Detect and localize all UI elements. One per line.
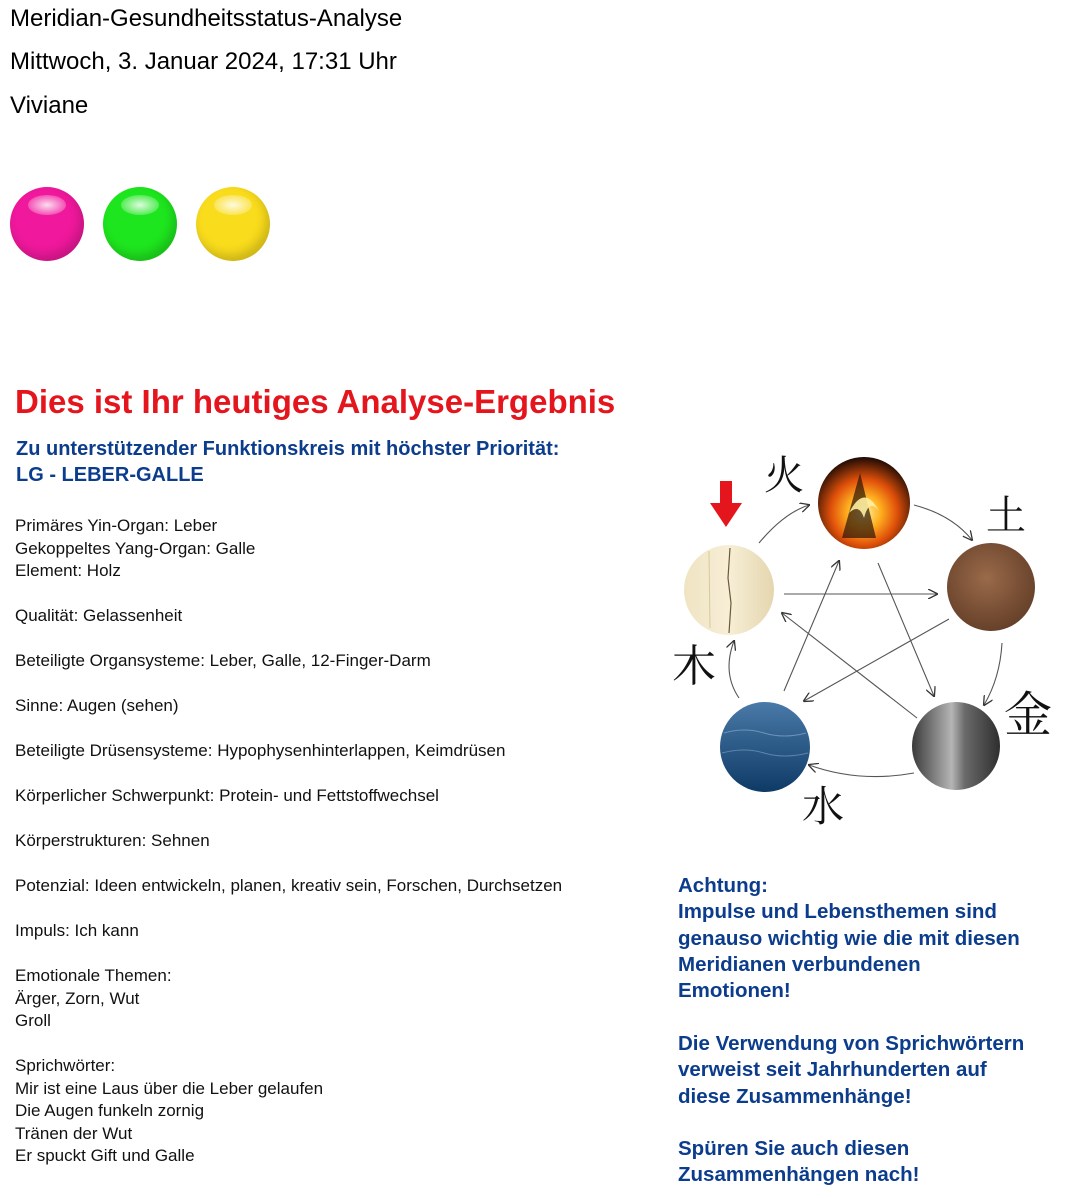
proverb-item: Er spuckt Gift und Galle: [15, 1146, 195, 1165]
proverbs-label: Sprichwörter:: [15, 1056, 116, 1075]
note-line: Spüren Sie auch diesen: [678, 1137, 910, 1160]
proverb-item: Tränen der Wut: [15, 1123, 133, 1143]
earth-circle: [947, 543, 1035, 631]
quality: Qualität: Gelassenheit: [15, 606, 183, 625]
five-elements-diagram: [664, 443, 1064, 838]
yin-organ: Primäres Yin-Organ: Leber: [15, 516, 218, 535]
metal-circle: [912, 702, 1000, 790]
priority-label: Zu unterstützender Funktionskreis mit höchster Priorität:: [16, 438, 560, 460]
proverb-note: [678, 1031, 1068, 1110]
emotional-themes: [15, 965, 172, 1033]
note-line: Meridianen verbundenen: [678, 952, 921, 976]
attention-note: [678, 873, 1068, 1004]
yang-organ: Gekoppeltes Yang-Organ: Galle: [15, 538, 256, 558]
note-line: Emotionen!: [678, 979, 791, 1003]
body-structures: Körperstrukturen: Sehnen: [15, 831, 210, 850]
note-line: genauso wichtig wie die mit diesen: [678, 926, 1020, 950]
element: Element: Holz: [15, 561, 121, 580]
note-heading: Achtung:: [678, 874, 768, 897]
closing-note: [678, 1136, 1068, 1189]
note-line: diese Zusammenhänge!: [678, 1084, 912, 1108]
emotions-line: Groll: [15, 1011, 51, 1030]
yellow-status-dot: [196, 187, 270, 261]
note-line: Die Verwendung von Sprichwörtern: [678, 1032, 1025, 1055]
proverbs: [15, 1055, 323, 1168]
selected-element-arrow: [710, 481, 742, 527]
green-status-dot: [103, 187, 177, 261]
emotions-line: Ärger, Zorn, Wut: [15, 988, 140, 1008]
wood-circle: [684, 545, 774, 635]
senses: Sinne: Augen (sehen): [15, 696, 179, 715]
controlling-cycle-arrows: [782, 561, 949, 718]
water-circle: [720, 702, 810, 792]
note-line: Impulse und Lebensthemen sind: [678, 900, 997, 924]
result-heading: Dies ist Ihr heutiges Analyse-Ergebnis: [15, 383, 616, 420]
analysis-datetime: Mittwoch, 3. Januar 2024, 17:31 Uhr: [10, 48, 397, 75]
fire-circle: [818, 457, 910, 549]
potential: Potenzial: Ideen entwickeln, planen, kreativ sein, Forschen, Durchsetzen: [15, 876, 563, 895]
fire-character: 火: [764, 453, 804, 499]
page-title: Meridian-Gesundheitsstatus-Analyse: [10, 5, 403, 32]
proverb-item: Mir ist eine Laus über die Leber gelaufen: [15, 1078, 324, 1098]
earth-character: 土: [986, 493, 1026, 539]
physical-focus: Körperlicher Schwerpunkt: Protein- und Fettstoffwechsel: [15, 786, 439, 805]
priority-heading: [16, 436, 559, 488]
priority-meridian: LG - LEBER-GALLE: [16, 464, 204, 486]
note-line: verweist seit Jahrhunderten auf: [678, 1058, 987, 1082]
organ-info: [15, 515, 255, 583]
pink-status-dot: [10, 187, 84, 261]
organ-systems: Beteiligte Organsysteme: Leber, Galle, 12-Finger-Darm: [15, 651, 431, 670]
proverb-item: Die Augen funkeln zornig: [15, 1101, 205, 1120]
client-name: Viviane: [10, 92, 89, 119]
wood-character: 木: [672, 641, 716, 692]
note-line: Zusammenhängen nach!: [678, 1163, 920, 1187]
metal-character: 金: [1004, 687, 1053, 743]
gland-systems: Beteiligte Drüsensysteme: Hypophysenhinterlappen, Keimdrüsen: [15, 741, 506, 760]
water-character: 水: [802, 782, 845, 831]
emotions-label: Emotionale Themen:: [15, 966, 172, 985]
impulse: Impuls: Ich kann: [15, 921, 139, 940]
